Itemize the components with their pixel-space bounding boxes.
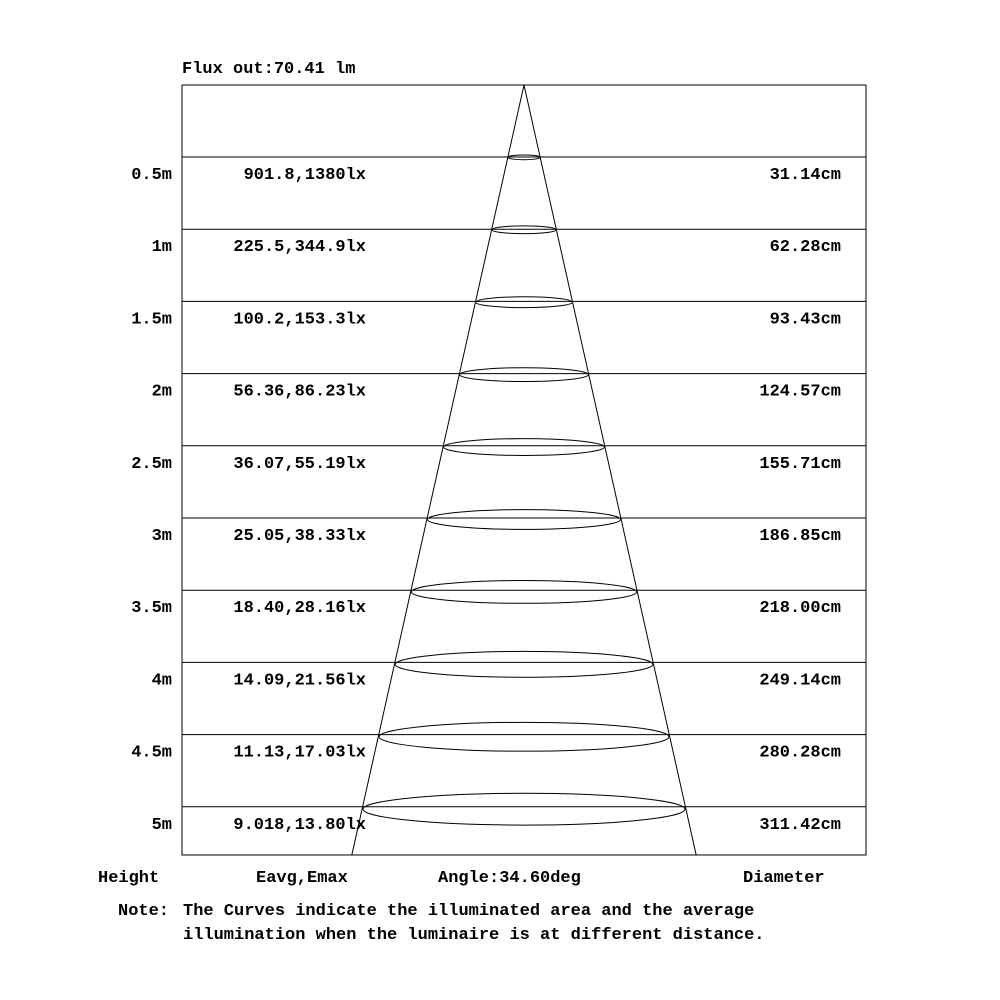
- height-label: 1m: [151, 238, 172, 258]
- illuminance-label: 56.36,86.23lx: [233, 382, 366, 402]
- height-label: 1.5m: [131, 310, 172, 330]
- cone-left-edge: [352, 85, 524, 855]
- diameter-column-label: Diameter: [743, 869, 825, 888]
- illuminance-label: 14.09,21.56lx: [233, 671, 366, 691]
- illuminance-column-label: Eavg,Emax: [256, 869, 348, 888]
- flux-label: Flux out:70.41 lm: [182, 60, 356, 79]
- note-line-1: The Curves indicate the illuminated area and the average: [183, 902, 755, 921]
- beam-ellipse: [363, 793, 685, 825]
- note-prefix: Note:: [118, 902, 170, 921]
- beam-ellipses: [363, 155, 685, 825]
- note-line-2: illumination when the luminaire is at different distance.: [183, 926, 765, 945]
- illuminance-label: 901.8,1380lx: [243, 166, 366, 185]
- height-label: 2m: [151, 382, 172, 402]
- height-label: 5m: [151, 815, 172, 835]
- height-column-label: Height: [98, 869, 160, 888]
- diameter-label: 93.43cm: [769, 310, 841, 330]
- beam-ellipse: [379, 722, 669, 751]
- beam-ellipse: [460, 368, 589, 382]
- illuminance-label: 100.2,153.3lx: [233, 310, 366, 330]
- height-label: 3.5m: [131, 599, 172, 619]
- height-label: 4.5m: [131, 743, 172, 763]
- illuminance-label: 225.5,344.9lx: [233, 238, 366, 258]
- diameter-label: 311.42cm: [759, 815, 841, 835]
- height-label: 0.5m: [131, 166, 172, 185]
- height-label: 2.5m: [131, 454, 172, 474]
- diameter-label: 62.28cm: [769, 238, 841, 258]
- diameter-label: 124.57cm: [759, 382, 841, 402]
- illuminance-label: 18.40,28.16lx: [233, 599, 366, 619]
- cone-right-edge: [524, 85, 696, 855]
- beam-angle-label: Angle:34.60deg: [438, 869, 581, 888]
- height-label: 4m: [151, 671, 172, 691]
- beam-ellipse: [427, 510, 620, 530]
- diameter-label: 31.14cm: [769, 166, 841, 185]
- diameter-label: 280.28cm: [759, 743, 841, 763]
- diameter-label: 155.71cm: [759, 454, 841, 474]
- beam-cone: [352, 85, 696, 855]
- height-label: 3m: [151, 527, 172, 546]
- beam-ellipse: [395, 651, 653, 677]
- diameter-label: 249.14cm: [759, 671, 841, 691]
- diameter-label: 186.85cm: [759, 527, 841, 546]
- illuminance-label: 36.07,55.19lx: [233, 454, 366, 474]
- beam-ellipse: [411, 581, 636, 604]
- illuminance-label: 11.13,17.03lx: [233, 743, 366, 763]
- diameter-label: 218.00cm: [759, 599, 841, 619]
- illuminance-label: 9.018,13.80lx: [233, 815, 366, 835]
- beam-ellipse: [492, 226, 556, 234]
- beam-ellipse: [444, 439, 605, 456]
- beam-ellipse: [476, 297, 573, 308]
- illuminance-label: 25.05,38.33lx: [233, 527, 366, 546]
